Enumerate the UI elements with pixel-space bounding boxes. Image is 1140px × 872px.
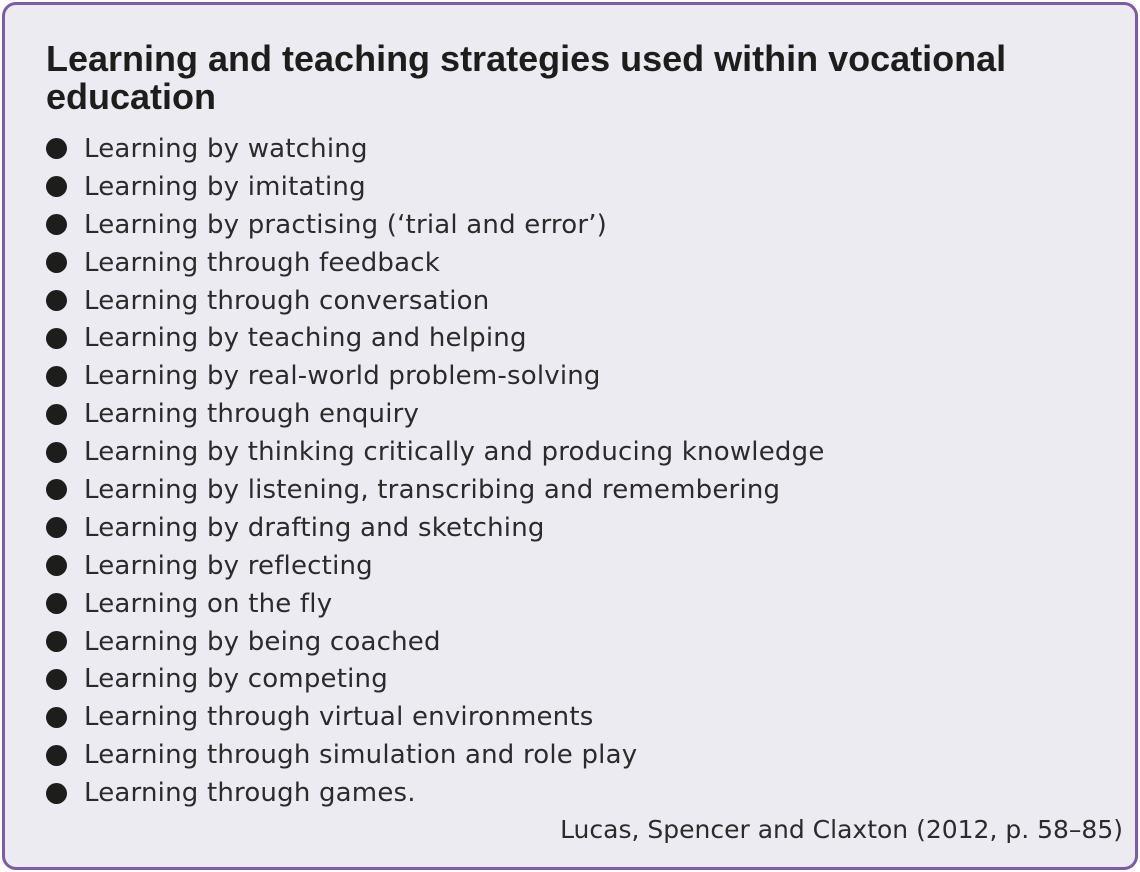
list-item-text: Learning by reflecting <box>84 550 373 581</box>
bullet-icon <box>46 138 67 159</box>
strategies-box <box>2 2 1138 870</box>
list-item <box>46 471 825 509</box>
list-item <box>46 395 825 433</box>
bullet-icon <box>46 783 67 804</box>
bullet-icon <box>46 707 67 728</box>
list-item-text: Learning through feedback <box>84 247 440 278</box>
bullet-icon <box>46 593 67 614</box>
bullet-icon <box>46 442 67 463</box>
bullet-icon <box>46 366 67 387</box>
list-item-text: Learning by competing <box>84 664 388 695</box>
list-item <box>46 509 825 547</box>
bullet-icon <box>46 404 67 425</box>
list-item-text: Learning on the fly <box>84 588 333 619</box>
list-item <box>46 319 825 357</box>
list-item-text: Learning by being coached <box>84 626 441 657</box>
list-item <box>46 168 825 206</box>
list-item-text: Learning by drafting and sketching <box>84 512 545 543</box>
list-item-text: Learning by thinking critically and producing knowledge <box>84 437 825 468</box>
bullet-icon <box>46 479 67 500</box>
list-item <box>46 585 825 623</box>
list-item-text: Learning by watching <box>84 133 368 164</box>
box-title: Learning and teaching strategies used within vocational education <box>46 38 1007 117</box>
strategies-list <box>46 130 825 812</box>
bullet-icon <box>46 290 67 311</box>
list-item <box>46 282 825 320</box>
list-item <box>46 206 825 244</box>
bullet-icon <box>46 745 67 766</box>
bullet-icon <box>46 328 67 349</box>
list-item <box>46 660 825 698</box>
bullet-icon <box>46 555 67 576</box>
list-item <box>46 547 825 585</box>
bullet-icon <box>46 631 67 652</box>
list-item-text: Learning through simulation and role play <box>84 740 638 771</box>
list-item <box>46 736 825 774</box>
bullet-icon <box>46 517 67 538</box>
bullet-icon <box>46 669 67 690</box>
citation: Lucas, Spencer and Claxton (2012, p. 58–85) <box>560 815 1123 844</box>
list-item <box>46 623 825 661</box>
list-item-text: Learning through conversation <box>84 285 490 316</box>
bullet-icon <box>46 252 67 273</box>
list-item <box>46 433 825 471</box>
list-item-text: Learning through games. <box>84 778 416 809</box>
list-item-text: Learning by imitating <box>84 171 366 202</box>
list-item <box>46 244 825 282</box>
list-item-text: Learning by practising (‘trial and error’) <box>84 209 608 240</box>
list-item <box>46 698 825 736</box>
list-item-text: Learning through enquiry <box>84 399 420 430</box>
bullet-icon <box>46 176 67 197</box>
list-item-text: Learning by teaching and helping <box>84 323 527 354</box>
list-item <box>46 357 825 395</box>
list-item-text: Learning by real-world problem-solving <box>84 361 601 392</box>
list-item-text: Learning by listening, transcribing and remembering <box>84 474 781 505</box>
list-item <box>46 774 825 812</box>
bullet-icon <box>46 214 67 235</box>
list-item <box>46 130 825 168</box>
list-item-text: Learning through virtual environments <box>84 702 594 733</box>
